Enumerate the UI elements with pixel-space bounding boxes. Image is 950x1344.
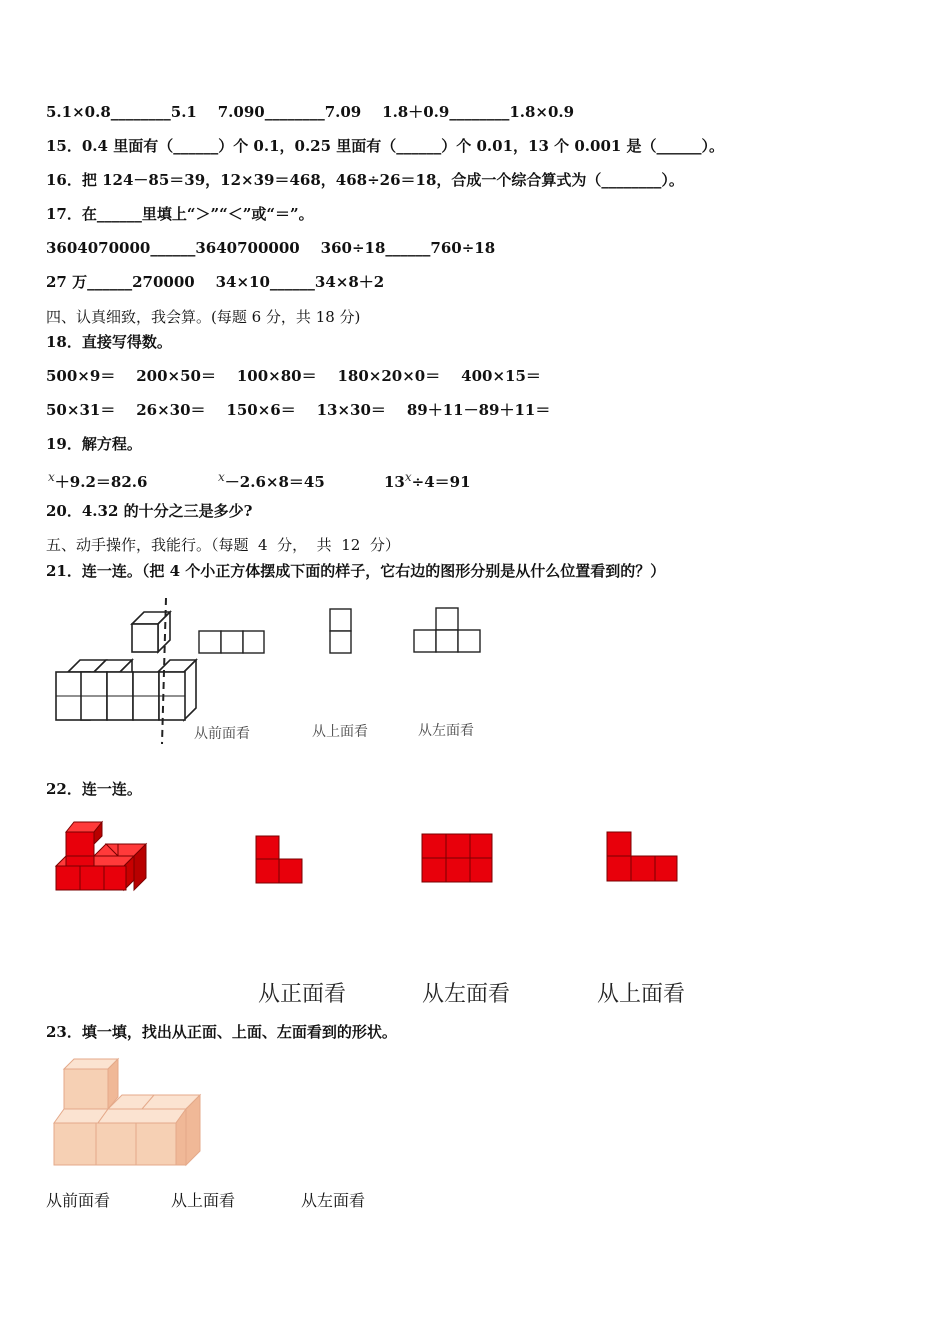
q23-caption-front: 从前面看	[46, 1191, 111, 1210]
q21-caption-left: 从左面看	[418, 723, 474, 739]
q23-cube-figure	[50, 1055, 210, 1170]
q21-cube-stack	[56, 612, 196, 720]
q23-peach-stack	[54, 1059, 200, 1165]
q21-view-front	[199, 631, 264, 653]
q23-caption-top: 从上面看	[171, 1191, 236, 1210]
question-20: 20．4.32 的十分之三是多少?	[46, 502, 253, 520]
q21-view-top	[330, 609, 351, 653]
q18-line-a: 500×9＝ 200×50＝ 100×80＝ 180×20×0＝ 400×15＝	[46, 367, 541, 385]
question-17: 17．在______里填上“＞”“＜”或“＝”。	[46, 205, 314, 223]
q21-view-left	[414, 608, 480, 652]
section-4-heading: 四、认真细致，我会算。(每题 6 分，共 18 分)	[46, 308, 361, 326]
q22-red-view-1	[256, 836, 302, 883]
question-16: 16．把 124－85＝39，12×39＝468，468÷26＝18，合成一个综合算式为（________）。	[46, 171, 684, 189]
q22-red-view-3	[607, 832, 677, 881]
equation-1: $^x$＋9.2＝82.6	[48, 470, 148, 491]
question-23: 23．填一填，找出从正面、上面、左面看到的形状。	[46, 1023, 397, 1041]
q22-red-stack	[56, 822, 146, 890]
section-5-heading: 五、动手操作，我能行。（每题 4 分， 共 12 分）	[46, 536, 400, 554]
q17-line-a: 3604070000______3640700000 360÷18______760÷18	[46, 239, 496, 257]
question-22: 22．连一连。	[46, 780, 142, 798]
q17-line-b: 27 万______270000 34×10______34×8＋2	[46, 273, 385, 291]
question-21: 21．连一连。（把 4 个小正方体摆成下面的样子，它右边的图形分别是从什么位置看到的？）	[46, 562, 666, 580]
q22-figures	[50, 818, 690, 898]
q22-red-view-2	[422, 834, 492, 882]
q14-compare-line: 5.1×0.8________5.1 7.090________7.09 1.8＋0.9________1.8×0.9	[46, 103, 575, 121]
q22-caption-top: 从上面看	[597, 982, 686, 1007]
equation-3: $13^x\div 4=91$	[384, 470, 471, 491]
equation-2: $^x$－2.6×8＝45	[218, 470, 325, 491]
question-19: 19．解方程。	[46, 435, 142, 453]
q22-caption-front: 从正面看	[258, 982, 347, 1007]
q18-line-b: 50×31＝ 26×30＝ 150×6＝ 13×30＝ 89＋11－89＋11＝	[46, 401, 551, 419]
q21-caption-top: 从上面看	[312, 724, 368, 740]
q23-caption-left: 从左面看	[301, 1191, 366, 1210]
question-15: 15．0.4 里面有（______）个 0.1，0.25 里面有（______）个 0.01，13 个 0.001 是（______）。	[46, 137, 725, 155]
q22-caption-left: 从左面看	[422, 982, 511, 1007]
q21-caption-front: 从前面看	[194, 726, 250, 742]
question-18: 18．直接写得数。	[46, 333, 172, 351]
